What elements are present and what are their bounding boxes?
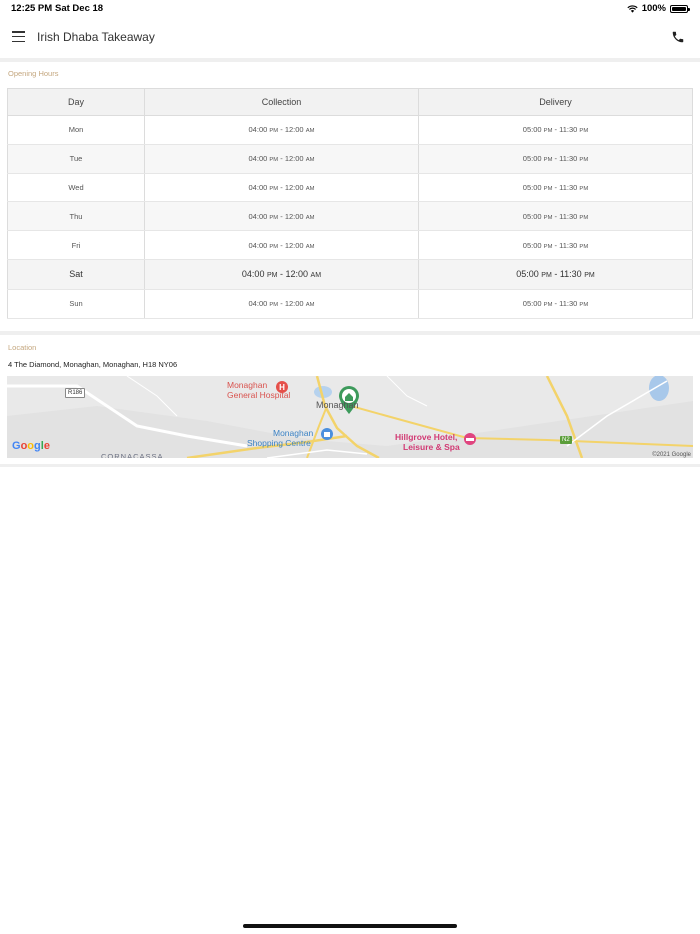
time-to: 11:30 bbox=[559, 240, 578, 250]
time-separator: - bbox=[552, 299, 560, 309]
time-to: 12:00 bbox=[285, 269, 309, 280]
time-from-ap: PM bbox=[543, 214, 553, 221]
table-row bbox=[8, 259, 693, 289]
time-from: 05:00 bbox=[522, 154, 542, 164]
time-to-ap: AM bbox=[305, 302, 315, 309]
time-to: 12:00 bbox=[284, 154, 304, 164]
map-label-hospital: Monaghan General Hospital bbox=[227, 380, 291, 400]
cell-collection bbox=[145, 231, 419, 260]
time-from-ap: PM bbox=[269, 157, 279, 164]
time-to-ap: AM bbox=[305, 185, 315, 192]
google-logo-letter: o bbox=[27, 440, 35, 452]
google-logo bbox=[12, 440, 50, 452]
time-from-ap: PM bbox=[266, 272, 278, 280]
cell-delivery bbox=[419, 202, 693, 231]
time-from-ap: PM bbox=[269, 214, 279, 221]
status-date: Sat Dec 18 bbox=[55, 3, 104, 14]
column-header-day: Day bbox=[8, 89, 145, 116]
time-to-ap: PM bbox=[579, 302, 589, 309]
table-row bbox=[8, 231, 693, 260]
hamburger-menu-icon[interactable] bbox=[12, 31, 25, 43]
cell-delivery bbox=[419, 173, 693, 202]
time-separator: - bbox=[278, 240, 285, 250]
column-header-collection: Collection bbox=[145, 89, 419, 116]
time-separator: - bbox=[552, 182, 560, 192]
time-to-ap: PM bbox=[579, 214, 589, 221]
table-row bbox=[8, 116, 693, 145]
time-from-ap: PM bbox=[543, 157, 553, 164]
time-to-ap: AM bbox=[310, 272, 322, 280]
table-row bbox=[8, 144, 693, 173]
time-separator: - bbox=[278, 182, 285, 192]
status-bar bbox=[0, 0, 700, 18]
cell-day: Sun bbox=[8, 289, 145, 318]
hotel-marker-icon[interactable] bbox=[464, 433, 476, 445]
table-header-row bbox=[8, 89, 693, 116]
map-base-layer bbox=[7, 376, 693, 458]
time-to: 12:00 bbox=[284, 240, 304, 250]
app-header bbox=[0, 18, 700, 58]
bottom-divider bbox=[0, 464, 700, 467]
cell-delivery bbox=[419, 116, 693, 145]
time-to: 12:00 bbox=[284, 125, 304, 135]
cell-day: Wed bbox=[8, 173, 145, 202]
time-to: 12:00 bbox=[284, 211, 304, 221]
cell-day: Tue bbox=[8, 144, 145, 173]
time-to-ap: AM bbox=[305, 157, 315, 164]
time-to-ap: AM bbox=[305, 243, 315, 250]
time-to: 11:30 bbox=[559, 299, 578, 309]
time-to-ap: PM bbox=[579, 157, 589, 164]
time-separator: - bbox=[278, 125, 285, 135]
time-to: 11:30 bbox=[559, 182, 578, 192]
battery-icon bbox=[670, 5, 688, 13]
time-separator: - bbox=[551, 269, 560, 280]
cell-delivery bbox=[419, 289, 693, 318]
time-from: 04:00 bbox=[248, 125, 268, 135]
cell-collection bbox=[145, 202, 419, 231]
shopping-marker-icon[interactable] bbox=[321, 428, 333, 440]
time-from: 05:00 bbox=[522, 182, 542, 192]
time-to-ap: AM bbox=[305, 128, 315, 135]
section-divider bbox=[0, 331, 700, 335]
map-label-town: Monaghan bbox=[316, 400, 359, 410]
opening-hours-table bbox=[7, 88, 693, 319]
cell-day: Mon bbox=[8, 116, 145, 145]
phone-icon[interactable] bbox=[671, 30, 685, 44]
road-badge-n2: N2 bbox=[562, 437, 570, 443]
time-from: 04:00 bbox=[248, 154, 268, 164]
opening-hours-label: Opening Hours bbox=[8, 69, 59, 78]
time-from: 05:00 bbox=[516, 269, 539, 280]
time-separator: - bbox=[552, 154, 560, 164]
cell-collection bbox=[145, 289, 419, 318]
time-from-ap: PM bbox=[543, 185, 553, 192]
time-to: 11:30 bbox=[559, 125, 578, 135]
time-from-ap: PM bbox=[269, 128, 279, 135]
time-from: 05:00 bbox=[522, 240, 542, 250]
time-separator: - bbox=[278, 154, 285, 164]
time-to-ap: PM bbox=[579, 243, 589, 250]
time-to: 12:00 bbox=[284, 182, 304, 192]
time-from: 04:00 bbox=[248, 299, 268, 309]
time-from-ap: PM bbox=[543, 243, 553, 250]
time-from: 04:00 bbox=[248, 211, 268, 221]
time-separator: - bbox=[277, 269, 286, 280]
time-to: 11:30 bbox=[559, 211, 578, 221]
time-from: 04:00 bbox=[241, 269, 265, 280]
cell-day: Thu bbox=[8, 202, 145, 231]
time-separator: - bbox=[278, 299, 285, 309]
time-from-ap: PM bbox=[269, 243, 279, 250]
time-to: 11:30 bbox=[559, 269, 582, 280]
location-map[interactable] bbox=[7, 376, 693, 458]
time-from: 05:00 bbox=[522, 299, 542, 309]
time-to-ap: PM bbox=[584, 272, 595, 280]
column-header-delivery: Delivery bbox=[419, 89, 693, 116]
map-label-hotel: Hillgrove Hotel, Leisure & Spa bbox=[395, 432, 460, 452]
home-indicator[interactable] bbox=[243, 924, 457, 928]
cell-day: Sat bbox=[8, 259, 145, 289]
cell-collection bbox=[145, 259, 419, 289]
time-separator: - bbox=[552, 125, 560, 135]
map-label-shopping: Monaghan Shopping Centre bbox=[247, 428, 314, 448]
time-separator: - bbox=[552, 240, 560, 250]
google-logo-letter: G bbox=[12, 440, 21, 452]
time-separator: - bbox=[552, 211, 560, 221]
status-right bbox=[627, 3, 688, 14]
time-separator: - bbox=[278, 211, 285, 221]
google-logo-letter: e bbox=[43, 440, 50, 452]
time-to-ap: PM bbox=[579, 128, 589, 135]
cell-delivery bbox=[419, 144, 693, 173]
cell-day: Fri bbox=[8, 231, 145, 260]
google-logo-letter: g bbox=[34, 440, 41, 452]
time-from-ap: PM bbox=[543, 128, 553, 135]
svg-text:H: H bbox=[279, 383, 285, 392]
time-from: 05:00 bbox=[522, 125, 542, 135]
cell-collection bbox=[145, 116, 419, 145]
cell-delivery bbox=[419, 231, 693, 260]
time-from-ap: PM bbox=[541, 272, 552, 280]
battery-percent: 100% bbox=[641, 3, 666, 14]
time-from: 04:00 bbox=[248, 240, 268, 250]
time-to-ap: PM bbox=[579, 185, 589, 192]
table-row bbox=[8, 173, 693, 202]
table-row bbox=[8, 202, 693, 231]
time-from-ap: PM bbox=[543, 302, 553, 309]
google-logo-letter: o bbox=[20, 440, 28, 452]
location-label: Location bbox=[8, 343, 37, 352]
header-divider bbox=[0, 58, 700, 62]
status-time: 12:25 PM bbox=[11, 3, 53, 14]
map-label-area: CORNACASSA bbox=[101, 452, 164, 458]
time-from: 05:00 bbox=[522, 211, 542, 221]
wifi-icon bbox=[627, 5, 638, 13]
time-from: 04:00 bbox=[248, 182, 268, 192]
app-title: Irish Dhaba Takeaway bbox=[37, 30, 155, 44]
time-from-ap: PM bbox=[269, 185, 279, 192]
time-to: 12:00 bbox=[284, 299, 304, 309]
opening-hours-body bbox=[8, 116, 693, 319]
cell-delivery bbox=[419, 259, 693, 289]
google-logo-letter: l bbox=[40, 440, 44, 452]
time-from-ap: PM bbox=[269, 302, 279, 309]
location-address: 4 The Diamond, Monaghan, Monaghan, H18 NY06 bbox=[8, 360, 178, 369]
cell-collection bbox=[145, 173, 419, 202]
time-to-ap: AM bbox=[305, 214, 315, 221]
time-to: 11:30 bbox=[559, 154, 578, 164]
table-row bbox=[8, 289, 693, 318]
map-copyright: ©2021 Google bbox=[652, 452, 691, 458]
cell-collection bbox=[145, 144, 419, 173]
road-badge-r186: R186 bbox=[65, 388, 85, 398]
